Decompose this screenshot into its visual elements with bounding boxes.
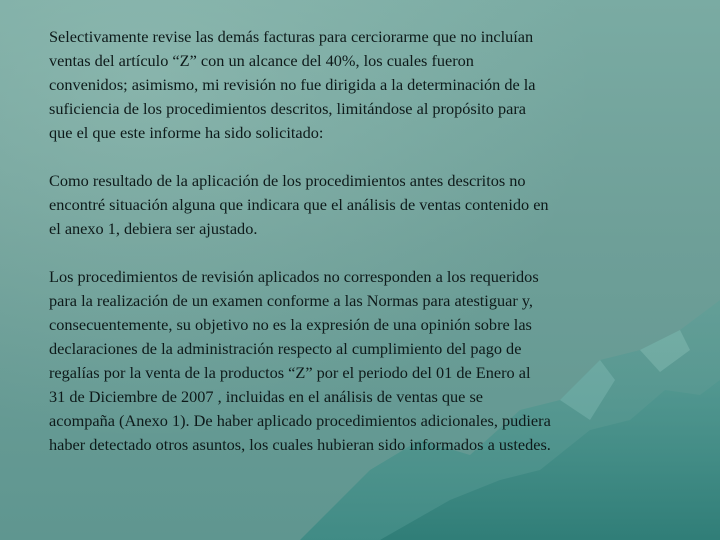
text-line: 31 de Diciembre de 2007 , incluidas en el análisis de ventas que se <box>49 387 484 406</box>
text-line: el anexo 1, debiera ser ajustado. <box>49 219 258 238</box>
paragraph-2 <box>49 169 679 241</box>
paragraph-1 <box>49 25 679 145</box>
text-line: consecuentemente, su objetivo no es la expresión de una opinión sobre las <box>49 315 532 334</box>
text-line: Selectivamente revise las demás facturas para cerciorarme que no incluían <box>49 27 534 46</box>
text-line: acompaña (Anexo 1). De haber aplicado procedimientos adicionales, pudiera <box>49 411 551 430</box>
text-line: Los procedimientos de revisión aplicados no corresponden a los requeridos <box>49 267 539 286</box>
text-line: declaraciones de la administración respecto al cumplimiento del pago de <box>49 339 522 358</box>
text-line: para la realización de un examen conforme a las Normas para atestiguar y, <box>49 291 533 310</box>
paragraph-3 <box>49 265 679 457</box>
text-line: que el que este informe ha sido solicitado: <box>49 123 324 142</box>
text-line: Como resultado de la aplicación de los procedimientos antes descritos no <box>49 171 526 190</box>
text-line: regalías por la venta de la productos “Z” por el periodo del 01 de Enero al <box>49 363 531 382</box>
text-line: haber detectado otros asuntos, los cuales hubieran sido informados a ustedes. <box>49 435 551 454</box>
text-line: suficiencia de los procedimientos descritos, limitándose al propósito para <box>49 99 527 118</box>
text-line: encontré situación alguna que indicara que el análisis de ventas contenido en <box>49 195 549 214</box>
text-line: ventas del artículo “Z” con un alcance del 40%, los cuales fueron <box>49 51 474 70</box>
text-line: convenidos; asimismo, mi revisión no fue dirigida a la determinación de la <box>49 75 536 94</box>
document-text-body <box>49 25 679 481</box>
